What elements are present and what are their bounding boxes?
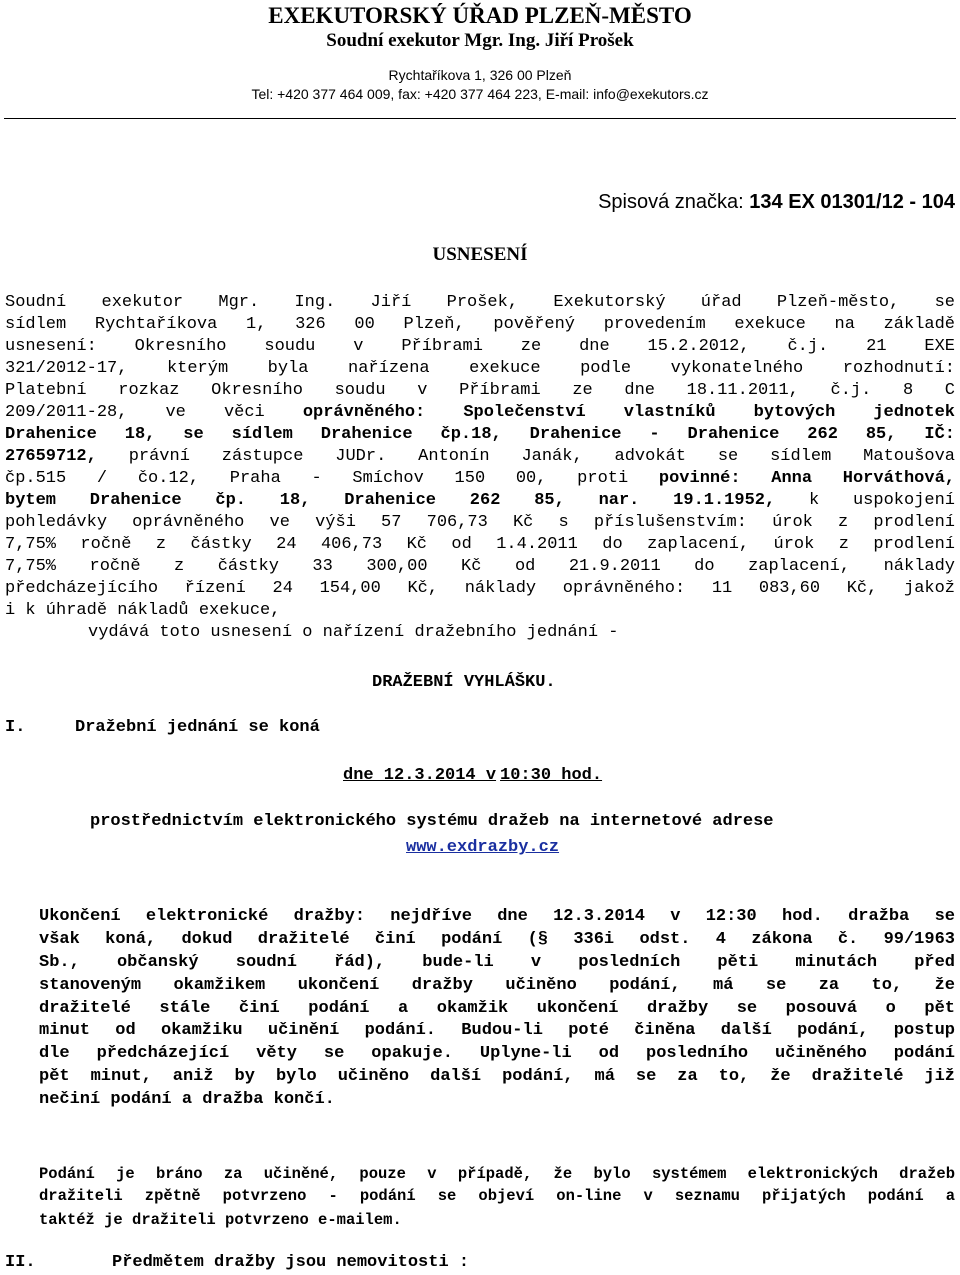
intro-line-2: sídlem Rychtaříkova 1, 326 00 Plzeň, pověřený provedením exekuce na základě: [5, 315, 955, 334]
claimant-label: oprávněného:: [302, 403, 426, 422]
intro-line-12: 7,75% ročně z částky 24 406,73 Kč od 1.4.2011 do zaplacení, úrok z prodlení: [5, 535, 955, 554]
file-reference: [598, 190, 955, 214]
intro-line-1: Soudní exekutor Mgr. Ing. Jiří Prošek, Exekutorský úřad Plzeň-město, se: [5, 293, 955, 312]
ending-line-6: minut od okamžiku učinění podání. Budou-li poté činěna další podání, postup: [39, 1021, 955, 1040]
file-reference-value: 134 EX 01301/12 - 104: [749, 191, 955, 213]
intro-line-7: Drahenice 18, se sídlem Drahenice čp.18, Drahenice - Drahenice 262 85, IČ:: [5, 425, 955, 444]
section-1-number: I.: [5, 718, 26, 737]
auction-date: [343, 765, 602, 787]
intro-text: k uspokojení: [775, 491, 955, 510]
auction-url-wrap: [406, 837, 559, 859]
intro-line-6: [5, 402, 955, 424]
section-1-heading: Dražební jednání se koná: [75, 718, 320, 737]
intro-line-5: Platební rozkaz Okresního soudu v Příbrami ze dne 18.11.2011, č.j. 8 C: [5, 381, 955, 400]
file-reference-label: Spisová značka:: [598, 191, 750, 213]
intro-text: čp.515 / čo.12, Praha - Smíchov 150 00, proti: [5, 469, 659, 488]
bid-note-line-2: dražiteli zpětně potvrzeno - podání se objeví on-line v seznamu přijatých podání a: [39, 1187, 955, 1205]
auction-date-day: dne 12.3.2014 v: [343, 766, 497, 785]
claimant-id: 27659712,: [5, 447, 97, 466]
office-contact: Tel: +420 377 464 009, fax: +420 377 464 223, E-mail: info@exekutors.cz: [251, 86, 709, 102]
executor-name: Soudní exekutor Mgr. Ing. Jiří Prošek: [326, 30, 634, 51]
bid-note-line-1: Podání je bráno za učiněné, pouze v případě, že bylo systémem elektronických dražeb: [39, 1165, 955, 1183]
debtor-address: bytem Drahenice čp. 18, Drahenice 262 85, nar. 19.1.1952,: [5, 491, 776, 510]
section-2-heading: Předmětem dražby jsou nemovitosti :: [112, 1253, 470, 1272]
section-2-number: II.: [5, 1253, 36, 1272]
auction-system-text: prostřednictvím elektronického systému dražeb na internetové adrese: [90, 812, 774, 831]
intro-line-16: vydává toto usnesení o nařízení dražebního jednání -: [88, 623, 619, 642]
intro-line-13: 7,75% ročně z částky 33 300,00 Kč od 21.9.2011 do zaplacení, náklady: [5, 557, 955, 576]
bid-note-line-3: taktéž je dražiteli potvrzeno e-mailem.: [39, 1211, 402, 1229]
intro-line-3: usnesení: Okresního soudu v Příbrami ze dne 15.2.2012, č.j. 21 EXE: [5, 337, 955, 356]
intro-text: 209/2011-28, ve věci: [5, 403, 303, 422]
ending-line-5: dražitelé stále činí podání a okamžik ukončení dražby se posouvá o pět: [39, 999, 955, 1018]
ending-line-2: však koná, dokud dražitelé činí podání (§ 336i odst. 4 zákona č. 99/1963: [39, 930, 955, 949]
intro-text: právní zástupce JUDr. Antonín Janák, advokát se sídlem Matoušova: [96, 447, 955, 466]
auction-url-link[interactable]: www.exdrazby.cz: [406, 838, 560, 857]
intro-line-4: 321/2012-17, kterým byla nařízena exekuce podle vykonatelného rozhodnutí:: [5, 359, 955, 378]
ending-line-7: dle předcházející věty se opakuje. Uplyne-li od posledního učiněného podání: [39, 1044, 955, 1063]
intro-line-10: [5, 490, 955, 512]
intro-line-9: [5, 468, 955, 490]
debtor-name: Anna Horváthová,: [740, 469, 955, 488]
ending-line-4: stanoveným okamžikem ukončení dražby učiněno podání, má se za to, že: [39, 976, 955, 995]
auction-date-time: 10:30 hod.: [500, 766, 603, 785]
document-title: USNESENÍ: [432, 244, 528, 265]
header-divider: [4, 118, 956, 119]
debtor-label: povinné:: [658, 469, 741, 488]
auction-announcement-title: DRAŽEBNÍ VYHLÁŠKU.: [372, 673, 556, 692]
intro-line-14: předcházejícího řízení 24 154,00 Kč, náklady oprávněného: 11 083,60 Kč, jakož: [5, 579, 955, 598]
ending-line-3: Sb., občanský soudní řád), bude-li v posledních pěti minutách před: [39, 953, 955, 972]
ending-line-9: nečiní podání a dražba končí.: [39, 1090, 335, 1109]
intro-line-15: i k úhradě nákladů exekuce,: [5, 601, 281, 620]
intro-line-11: pohledávky oprávněného ve výši 57 706,73 Kč s příslušenstvím: úrok z prodlení: [5, 513, 955, 532]
intro-line-8: [5, 446, 955, 468]
office-name: EXEKUTORSKÝ ÚŘAD PLZEŇ-MĚSTO: [268, 3, 692, 28]
ending-line-8: pět minut, aniž by bylo učiněno další podání, má se za to, že dražitelé již: [39, 1067, 955, 1086]
office-address: Rychtaříkova 1, 326 00 Plzeň: [388, 67, 572, 83]
ending-line-1: Ukončení elektronické dražby: nejdříve dne 12.3.2014 v 12:30 hod. dražba se: [39, 907, 955, 926]
claimant-name: Společenství vlastníků bytových jednotek: [425, 403, 955, 422]
